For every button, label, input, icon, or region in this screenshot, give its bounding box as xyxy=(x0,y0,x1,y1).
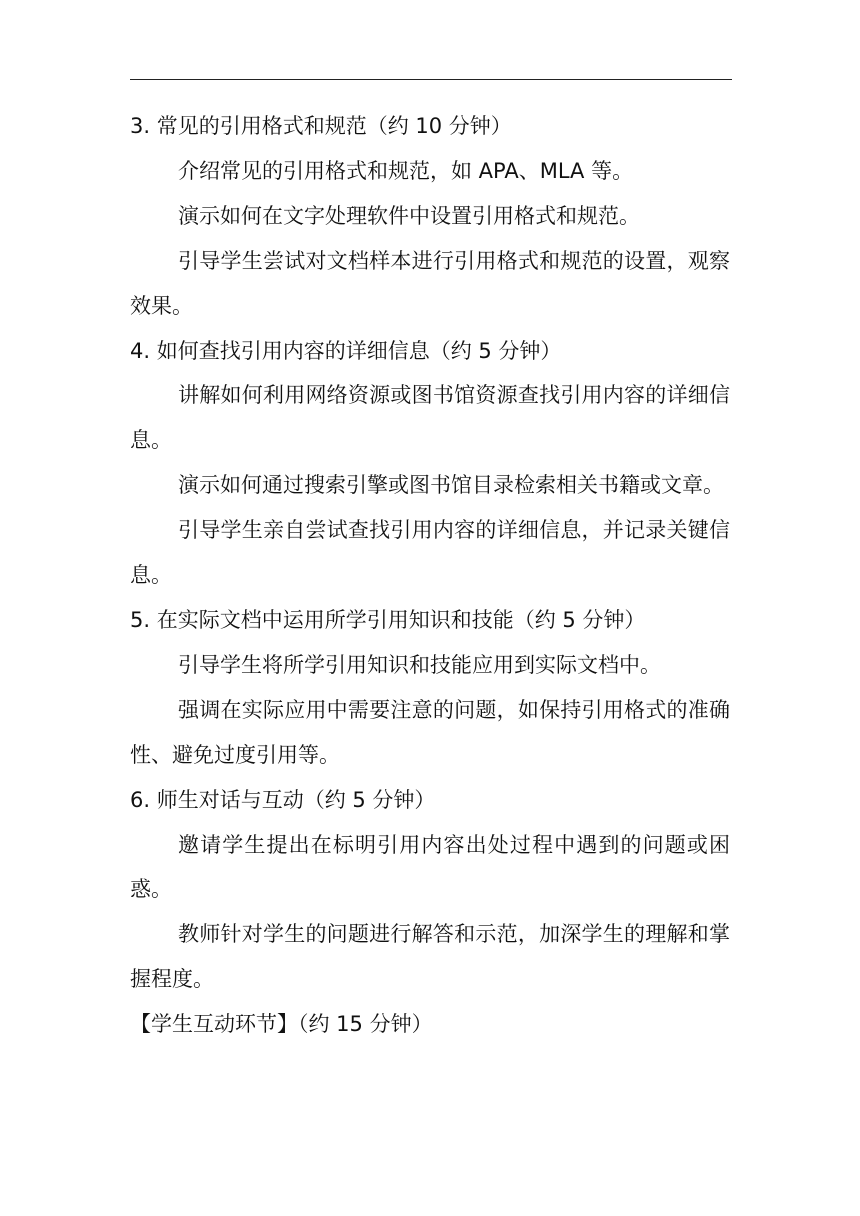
paragraph: 引导学生亲自尝试查找引用内容的详细信息，并记录关键信息。 xyxy=(130,518,730,588)
section-heading-3: 3. 常见的引用格式和规范（约 10 分钟） xyxy=(130,114,512,138)
header-rule xyxy=(130,79,732,80)
section-heading-5: 5. 在实际文档中运用所学引用知识和技能（约 5 分钟） xyxy=(130,607,646,632)
section-heading-6: 6. 师生对话与互动（约 5 分钟） xyxy=(130,787,436,812)
paragraph: 介绍常见的引用格式和规范，如 APA、MLA 等。 xyxy=(178,158,634,183)
paragraph: 讲解如何利用网络资源或图书馆资源查找引用内容的详细信息。 xyxy=(130,383,730,453)
document-body xyxy=(130,104,730,1047)
paragraph: 引导学生尝试对文档样本进行引用格式和规范的设置，观察效果。 xyxy=(130,248,730,318)
paragraph: 教师针对学生的问题进行解答和示范，加深学生的理解和掌握程度。 xyxy=(130,922,730,992)
paragraph: 引导学生将所学引用知识和技能应用到实际文档中。 xyxy=(178,652,661,677)
section-heading-4: 4. 如何查找引用内容的详细信息（约 5 分钟） xyxy=(130,338,562,363)
paragraph: 演示如何在文字处理软件中设置引用格式和规范。 xyxy=(178,203,640,228)
paragraph: 演示如何通过搜索引擎或图书馆目录检索相关书籍或文章。 xyxy=(178,473,724,498)
section-heading-interaction: 【学生互动环节】（约 15 分钟） xyxy=(130,1012,433,1037)
paragraph: 强调在实际应用中需要注意的问题，如保持引用格式的准确性、避免过度引用等。 xyxy=(130,697,730,767)
paragraph: 邀请学生提出在标明引用内容出处过程中遇到的问题或困惑。 xyxy=(130,832,730,902)
